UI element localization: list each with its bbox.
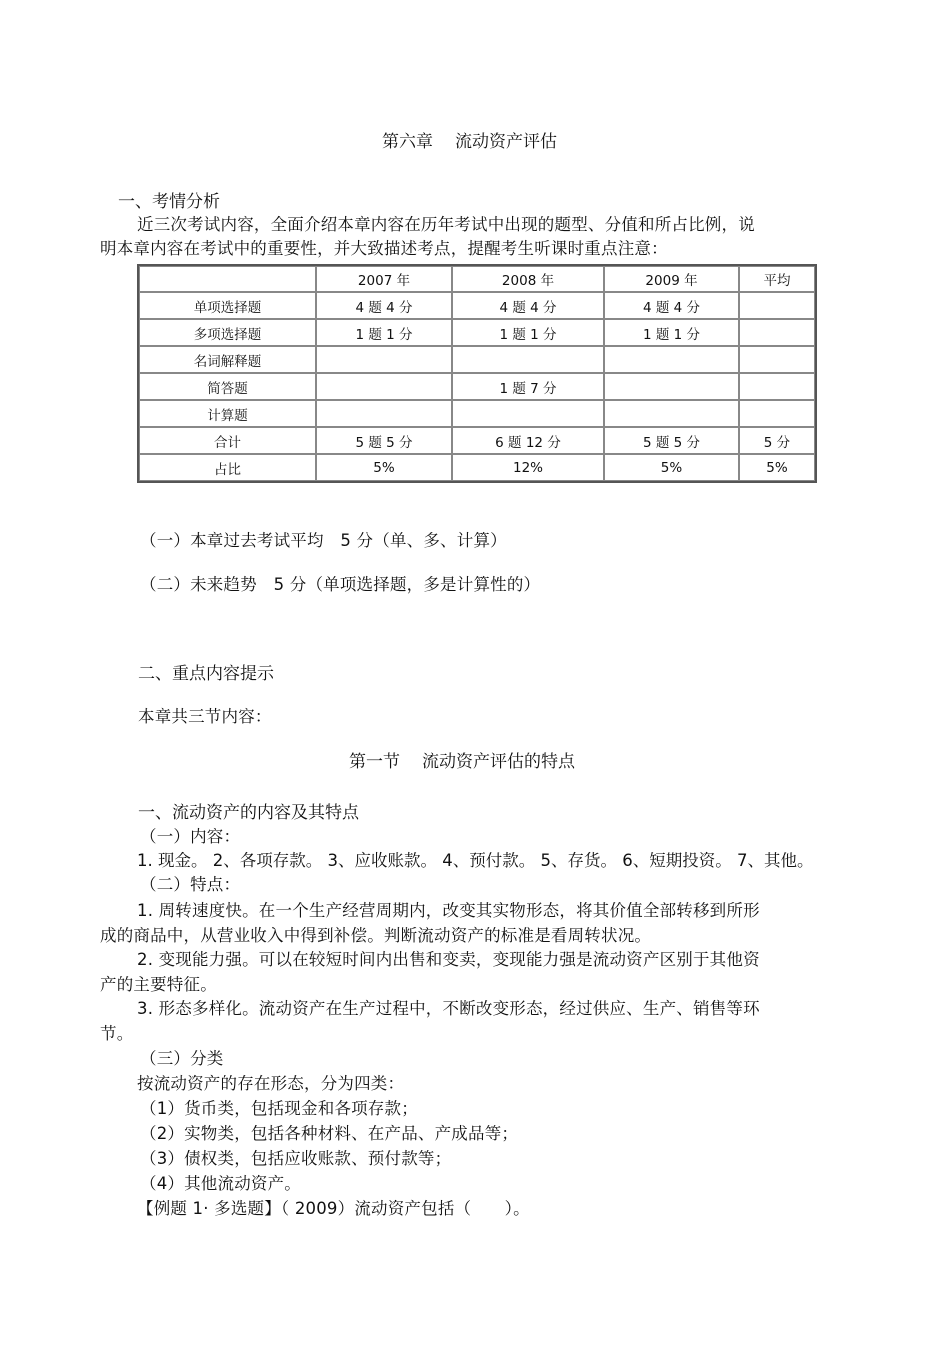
table-cell — [604, 346, 739, 373]
table-cell — [452, 346, 604, 373]
section2-heading: 二、重点内容提示 — [138, 664, 274, 684]
classification-item-2: （2）实物类，包括各种材料、在产品、产成品等； — [140, 1124, 519, 1143]
table-cell — [739, 373, 815, 400]
table-cell: 单项选择题 — [139, 292, 316, 319]
chapter-number: 第六章 — [382, 132, 433, 152]
table-cell: 名词解释题 — [139, 346, 316, 373]
feature-1-line-2: 成的商品中，从营业收入中得到补偿。判断流动资产的标准是看周转状况。 — [100, 926, 652, 945]
table-cell: 12% — [452, 454, 604, 481]
summary-point-1: （一）本章过去考试平均 5 分（单、多、计算） — [140, 531, 507, 550]
content-heading: 一、流动资产的内容及其特点 — [138, 803, 359, 823]
intro-line-2: 明本章内容在考试中的重要性，并大致描述考点，提醒考生听课时重点注意： — [100, 239, 668, 258]
table-cell: 4 题 4 分 — [316, 292, 452, 319]
classification-intro: 按流动资产的存在形态，分为四类： — [137, 1074, 405, 1093]
table-header-cell: 平均 — [739, 266, 815, 292]
chapter-name: 流动资产评估 — [455, 132, 557, 152]
table-header-row — [139, 266, 815, 292]
table-cell: 5 题 5 分 — [316, 427, 452, 454]
classification-item-4: （4）其他流动资产。 — [140, 1174, 301, 1193]
classification-item-1: （1）货币类，包括现金和各项存款； — [140, 1099, 418, 1118]
table-cell — [316, 346, 452, 373]
table-cell — [739, 346, 815, 373]
content-list: 1. 现金。 2、各项存款。 3、应收账款。 4、预付款。 5、存货。 6、短期投资。 7、其他。 — [137, 851, 814, 870]
table-cell: 4 题 4 分 — [604, 292, 739, 319]
table-cell: 计算题 — [139, 400, 316, 427]
table-row — [139, 373, 815, 400]
table-cell — [739, 319, 815, 346]
table-cell: 1 题 1 分 — [452, 319, 604, 346]
table-cell: 5% — [316, 454, 452, 481]
chapter-title — [382, 130, 557, 154]
feature-2-line-1: 2. 变现能力强。可以在较短时间内出售和变卖，变现能力强是流动资产区别于其他资 — [137, 950, 760, 969]
table-cell — [739, 400, 815, 427]
feature-3-line-2: 节。 — [100, 1024, 134, 1043]
section2-intro: 本章共三节内容： — [138, 707, 272, 726]
exam-stats-table — [137, 264, 817, 483]
subheading-features: （二）特点： — [140, 875, 241, 894]
table-header-cell: 2009 年 — [604, 266, 739, 292]
table-cell: 5% — [604, 454, 739, 481]
table-cell: 1 题 1 分 — [604, 319, 739, 346]
table-row — [139, 292, 815, 319]
table-header-cell: 2008 年 — [452, 266, 604, 292]
section-name: 流动资产评估的特点 — [422, 752, 575, 772]
table-cell — [739, 292, 815, 319]
table-cell: 1 题 1 分 — [316, 319, 452, 346]
table-cell: 占比 — [139, 454, 316, 481]
example-question: 【例题 1· 多选题】（ 2009）流动资产包括（ ）。 — [137, 1199, 530, 1218]
table-cell: 多项选择题 — [139, 319, 316, 346]
subheading-classification: （三）分类 — [140, 1049, 224, 1068]
table-cell — [316, 373, 452, 400]
table-cell: 5% — [739, 454, 815, 481]
table-row — [139, 400, 815, 427]
intro-line-1: 近三次考试内容，全面介绍本章内容在历年考试中出现的题型、分值和所占比例，说 — [137, 215, 755, 234]
feature-1-line-1: 1. 周转速度快。在一个生产经营周期内，改变其实物形态，将其价值全部转移到所形 — [137, 901, 760, 920]
feature-3-line-1: 3. 形态多样化。流动资产在生产过程中，不断改变形态，经过供应、生产、销售等环 — [137, 999, 760, 1018]
table-cell: 6 题 12 分 — [452, 427, 604, 454]
feature-2-line-2: 产的主要特征。 — [100, 975, 217, 994]
section-title — [349, 750, 575, 774]
table-cell — [316, 400, 452, 427]
table-cell: 5 分 — [739, 427, 815, 454]
table-cell: 5 题 5 分 — [604, 427, 739, 454]
table-cell: 4 题 4 分 — [452, 292, 604, 319]
table-row — [139, 346, 815, 373]
table-cell: 简答题 — [139, 373, 316, 400]
table-cell — [604, 373, 739, 400]
table-header-cell: 2007 年 — [316, 266, 452, 292]
section1-heading: 一、考情分析 — [118, 192, 220, 212]
table-row — [139, 454, 815, 481]
summary-point-2: （二）未来趋势 5 分（单项选择题，多是计算性的） — [140, 575, 541, 594]
classification-item-3: （3）债权类，包括应收账款、预付款等； — [140, 1149, 452, 1168]
table-cell — [604, 400, 739, 427]
table-row — [139, 427, 815, 454]
subheading-content: （一）内容： — [140, 827, 241, 846]
table-cell — [452, 400, 604, 427]
table-cell: 合计 — [139, 427, 316, 454]
table-row — [139, 319, 815, 346]
table-header-cell — [139, 266, 316, 292]
table-cell: 1 题 7 分 — [452, 373, 604, 400]
section-number: 第一节 — [349, 752, 400, 772]
